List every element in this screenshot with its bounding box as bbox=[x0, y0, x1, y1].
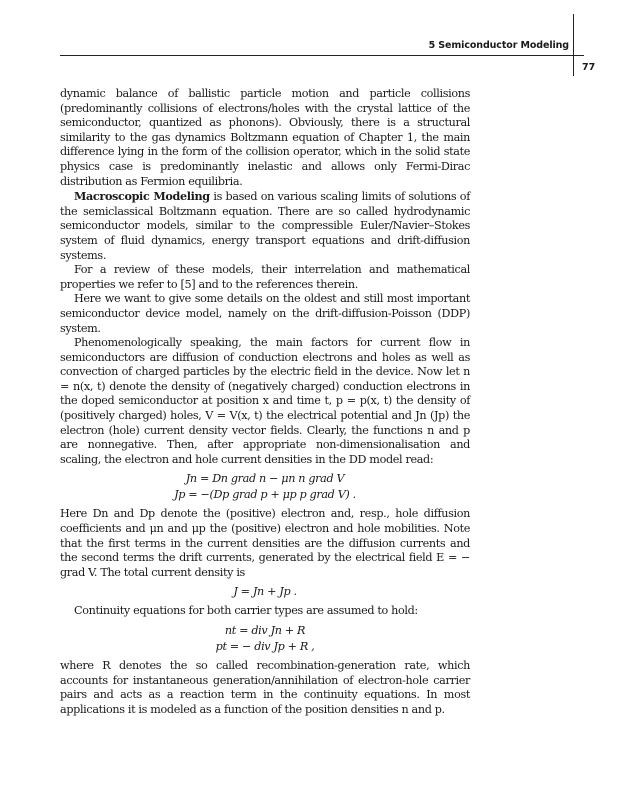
paragraph-text: is based on various scaling limits of solutions of the semiclassical Boltzmann equation. There are so called hydrodynamic semiconductor models, similar to the compressible Euler/Navier–Stokes system of fluid dynamics, energy transport equations and drift-diffusion systems. bbox=[60, 190, 470, 262]
page-number: 77 bbox=[582, 62, 596, 73]
paragraph: dynamic balance of ballistic particle motion and particle collisions (predominantly collisions of electrons/holes with the crystal lattice of the semiconductor, quantized as phonons). Obviously, there is a structural similarity to the gas dynamics Boltzmann equation of Chapter 1, the main difference lying in the form of the collision operator, which in the solid state physics case is predominantly inelastic and allows only Fermi-Dirac distribution as Fermion equilibria. bbox=[60, 87, 470, 188]
paragraph: where R denotes the so called recombination-generation rate, which accounts for instantaneous generation/annihilation of electron-hole carrier pairs and acts as a reaction term in the continuity equations. In most applications it is modeled as a function of the position densities n and p. bbox=[60, 659, 470, 716]
running-head: 5 Semiconductor Modeling bbox=[428, 40, 569, 51]
paragraph: Here Dn and Dp denote the (positive) electron and, resp., hole diffusion coefficients and μn and μp the (positive) electron and hole mobilities. Note that the first terms in the current densities are the diffusion currents and the second terms the drift currents, generated by the electrical field E = − grad V. The total current density is bbox=[60, 507, 470, 579]
equation-jn: Jn = Dn grad n − μn n grad V bbox=[185, 472, 345, 486]
current-density-equations bbox=[60, 471, 470, 503]
header-rule bbox=[60, 55, 584, 56]
equation-pt: pt = − div Jp + R , bbox=[215, 640, 315, 653]
paragraph: Phenomenologically speaking, the main factors for current flow in semiconductors are diffusion of conduction electrons and holes as well as convection of charged particles by the electric field in the device. Now let n = n(x, t) denote the density of (negatively charged) conduction electrons in the doped semiconductor at position x and time t, p = p(x, t) the density of (positively charged) holes, V = V(x, t) the electrical potential and Jn (Jp) the electron (hole) current density vector fields. Clearly, the functions n and p are nonnegative. Then, after appropriate non-dimensionalisation and scaling, the electron and hole current densities in the DD model read: bbox=[60, 336, 470, 466]
continuity-equations bbox=[60, 623, 470, 655]
paragraph bbox=[60, 189, 470, 263]
bold-term: Macroscopic Modeling bbox=[74, 189, 210, 204]
vertical-rule bbox=[573, 14, 574, 76]
paragraph: Continuity equations for both carrier types are assumed to hold: bbox=[74, 604, 418, 618]
equation-jp: Jp = −(Dp grad p + μp p grad V) . bbox=[174, 488, 356, 502]
body-text bbox=[60, 87, 470, 717]
total-current-equation bbox=[60, 584, 470, 600]
equation-nt: nt = div Jn + R bbox=[224, 624, 306, 637]
paragraph: For a review of these models, their interrelation and mathematical properties we refer to [5] and to the references therein. bbox=[60, 263, 470, 291]
equation-j: J = Jn + Jp . bbox=[233, 585, 297, 599]
paragraph: Here we want to give some details on the oldest and still most important semiconductor device model, namely on the drift-diffusion-Poisson (DDP) system. bbox=[60, 292, 470, 335]
